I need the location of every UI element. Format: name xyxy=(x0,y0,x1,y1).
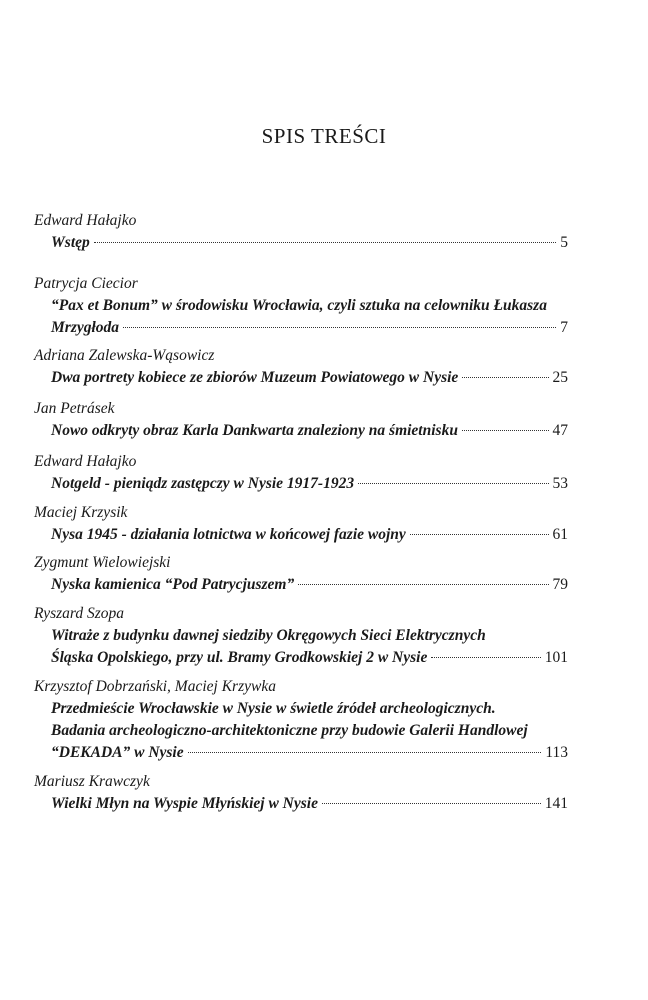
toc-title-line xyxy=(51,574,568,596)
toc-article xyxy=(34,367,568,389)
toc-title: Mrzygłoda xyxy=(51,319,120,336)
page-title: SPIS TREŚCI xyxy=(261,124,387,148)
toc-entry xyxy=(34,210,568,254)
toc-title: Notgeld - pieniądz zastępczy w Nysie 1917-1923 xyxy=(51,475,355,492)
toc-author: Edward Hałajko xyxy=(34,453,137,470)
toc-article xyxy=(34,574,568,596)
toc-title-line: Witraże z budynku dawnej siedziby Okręgowych Sieci Elektrycznych xyxy=(51,627,486,644)
toc-title-line xyxy=(51,793,568,815)
toc-title-line xyxy=(51,647,568,669)
toc-author: Ryszard Szopa xyxy=(34,605,124,622)
toc-title: Dwa portrety kobiece ze zbiorów Muzeum Powiatowego w Nysie xyxy=(51,369,459,386)
toc-title: Wielki Młyn na Wyspie Młyńskiej w Nysie xyxy=(51,795,318,812)
toc-article xyxy=(34,698,568,764)
toc-entry xyxy=(34,771,568,815)
dot-leader xyxy=(462,429,549,431)
toc-article xyxy=(34,473,568,495)
toc-article xyxy=(34,524,568,546)
dot-leader xyxy=(298,583,548,585)
toc-entry xyxy=(34,398,568,442)
toc-title-line: Badania archeologiczno-architektoniczne przy budowie Galerii Handlowej xyxy=(51,722,528,739)
toc-page-number: 61 xyxy=(552,526,568,543)
toc-article xyxy=(34,295,568,339)
toc-article xyxy=(34,793,568,815)
toc-title-line: Przedmieście Wrocławskie w Nysie w świetle źródeł archeologicznych. xyxy=(51,700,496,717)
toc-page-number: 7 xyxy=(560,319,568,336)
toc-entry xyxy=(34,451,568,495)
toc-author: Edward Hałajko xyxy=(34,212,137,229)
toc-author: Krzysztof Dobrzański, Maciej Krzywka xyxy=(34,678,276,695)
dot-leader xyxy=(94,241,557,243)
toc-entry xyxy=(34,273,568,339)
toc-title: Śląska Opolskiego, przy ul. Bramy Grodkowskiej 2 w Nysie xyxy=(51,649,428,666)
dot-leader xyxy=(431,656,540,658)
toc-article xyxy=(34,420,568,442)
toc-page-number: 141 xyxy=(544,795,568,812)
toc-title-line xyxy=(51,524,568,546)
toc-article xyxy=(34,232,568,254)
dot-leader xyxy=(123,326,556,328)
toc-page-number: 113 xyxy=(545,744,568,761)
dot-leader xyxy=(188,751,542,753)
toc-author: Jan Petrásek xyxy=(34,400,115,417)
dot-leader xyxy=(322,802,541,804)
toc-title-line xyxy=(51,367,568,389)
dot-leader xyxy=(358,482,548,484)
toc-author: Adriana Zalewska-Wąsowicz xyxy=(34,347,215,364)
toc-entry xyxy=(34,552,568,596)
toc-title: “DEKADA” w Nysie xyxy=(51,744,184,761)
toc-page-number: 53 xyxy=(552,475,568,492)
toc-page-number: 47 xyxy=(552,422,568,439)
toc-author: Zygmunt Wielowiejski xyxy=(34,554,171,571)
table-of-contents xyxy=(34,210,568,815)
toc-article xyxy=(34,625,568,669)
toc-title-line xyxy=(51,473,568,495)
toc-title-line: “Pax et Bonum” w środowisku Wrocławia, czyli sztuka na celowniku Łukasza xyxy=(51,297,547,314)
toc-entry xyxy=(34,603,568,669)
toc-title: Nowo odkryty obraz Karla Dankwarta znaleziony na śmietnisku xyxy=(51,422,458,439)
toc-title: Nysa 1945 - działania lotnictwa w końcowej fazie wojny xyxy=(51,526,406,543)
toc-author: Maciej Krzysik xyxy=(34,504,128,521)
toc-author: Mariusz Krawczyk xyxy=(34,773,150,790)
toc-entry xyxy=(34,345,568,389)
dot-leader xyxy=(462,376,548,378)
toc-title-line xyxy=(51,232,568,254)
toc-entry xyxy=(34,676,568,764)
toc-page-number: 25 xyxy=(552,369,568,386)
toc-page-number: 5 xyxy=(560,234,568,251)
toc-title-line xyxy=(51,317,568,339)
dot-leader xyxy=(410,533,549,535)
toc-title-line xyxy=(51,420,568,442)
toc-title: Nyska kamienica “Pod Patrycjuszem” xyxy=(51,576,295,593)
toc-title: Wstęp xyxy=(51,234,90,251)
toc-page-number: 101 xyxy=(544,649,568,666)
toc-entry xyxy=(34,502,568,546)
toc-page-number: 79 xyxy=(552,576,568,593)
toc-author: Patrycja Ciecior xyxy=(34,275,138,292)
toc-title-line xyxy=(51,742,568,764)
